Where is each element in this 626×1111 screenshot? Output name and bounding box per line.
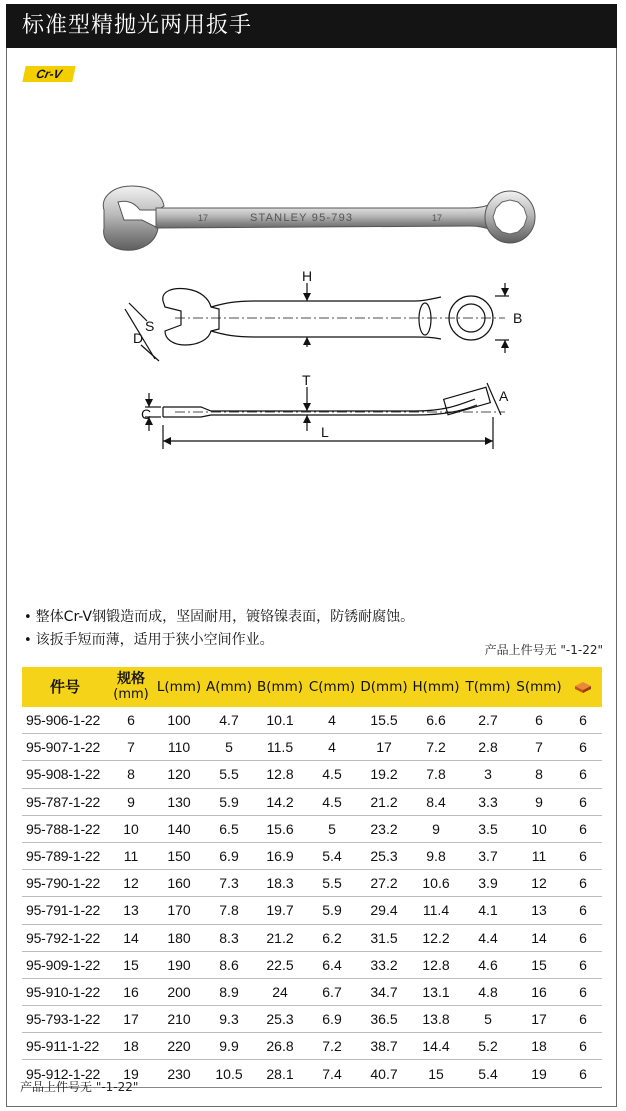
cell-l: 230 <box>154 1060 204 1087</box>
cell-pack: 6 <box>564 951 602 978</box>
table-row <box>22 978 602 1005</box>
col-header-a: A(mm) <box>204 667 254 707</box>
dim-label-c: C <box>141 406 152 422</box>
cell-h: 14.4 <box>410 1033 462 1060</box>
cell-part: 95-787-1-22 <box>22 788 108 815</box>
cell-s: 14 <box>514 924 564 951</box>
cell-s: 17 <box>514 1006 564 1033</box>
cell-d: 21.2 <box>358 788 410 815</box>
col-header-b: B(mm) <box>254 667 306 707</box>
cell-c: 5 <box>306 815 358 842</box>
cell-b: 10.1 <box>254 707 306 734</box>
col-header-l: L(mm) <box>154 667 204 707</box>
cell-spec: 15 <box>108 951 154 978</box>
cell-c: 5.4 <box>306 842 358 869</box>
cell-h: 10.6 <box>410 870 462 897</box>
cell-t: 3.9 <box>462 870 514 897</box>
cell-h: 15 <box>410 1060 462 1087</box>
table-row <box>22 707 602 734</box>
cell-s: 7 <box>514 734 564 761</box>
crv-badge: Cr-V <box>22 66 75 82</box>
cell-spec: 18 <box>108 1033 154 1060</box>
cell-a: 6.9 <box>204 842 254 869</box>
cell-t: 2.8 <box>462 734 514 761</box>
cell-pack: 6 <box>564 815 602 842</box>
cell-h: 11.4 <box>410 897 462 924</box>
spec-header-unit: (mm) <box>113 687 149 702</box>
cell-t: 4.8 <box>462 978 514 1005</box>
cell-s: 12 <box>514 870 564 897</box>
cell-s: 15 <box>514 951 564 978</box>
table-header-row <box>22 667 602 707</box>
spec-table <box>22 667 602 1088</box>
cell-s: 6 <box>514 707 564 734</box>
cell-c: 7.4 <box>306 1060 358 1087</box>
cell-b: 16.9 <box>254 842 306 869</box>
cell-l: 150 <box>154 842 204 869</box>
table-row <box>22 897 602 924</box>
col-header-h: H(mm) <box>410 667 462 707</box>
feature-item: • 整体Cr-V钢锻造而成，坚固耐用，镀铬镍表面，防锈耐腐蚀。 <box>24 606 414 629</box>
cell-t: 4.4 <box>462 924 514 951</box>
cell-h: 13.1 <box>410 978 462 1005</box>
wrench-size-right: 17 <box>432 213 443 223</box>
cell-c: 5.9 <box>306 897 358 924</box>
cell-spec: 8 <box>108 761 154 788</box>
cell-c: 6.2 <box>306 924 358 951</box>
spec-table-body <box>22 707 602 1087</box>
cell-t: 2.7 <box>462 707 514 734</box>
cell-c: 7.2 <box>306 1033 358 1060</box>
cell-pack: 6 <box>564 707 602 734</box>
cell-c: 4 <box>306 734 358 761</box>
cell-l: 140 <box>154 815 204 842</box>
cell-pack: 6 <box>564 761 602 788</box>
cell-b: 14.2 <box>254 788 306 815</box>
cell-d: 15.5 <box>358 707 410 734</box>
cell-s: 19 <box>514 1060 564 1087</box>
cell-t: 3.7 <box>462 842 514 869</box>
cell-t: 3.5 <box>462 815 514 842</box>
cell-a: 9.3 <box>204 1006 254 1033</box>
cell-spec: 6 <box>108 707 154 734</box>
cell-pack: 6 <box>564 924 602 951</box>
cell-a: 10.5 <box>204 1060 254 1087</box>
col-header-d: D(mm) <box>358 667 410 707</box>
cell-a: 9.9 <box>204 1033 254 1060</box>
cell-part: 95-907-1-22 <box>22 734 108 761</box>
cell-t: 5.4 <box>462 1060 514 1087</box>
cell-s: 8 <box>514 761 564 788</box>
cell-s: 9 <box>514 788 564 815</box>
dim-label-b: B <box>513 310 523 326</box>
cell-c: 5.5 <box>306 870 358 897</box>
cell-pack: 6 <box>564 734 602 761</box>
cell-a: 7.3 <box>204 870 254 897</box>
wrench-brand-mark: STANLEY 95-793 <box>250 212 354 224</box>
table-row <box>22 761 602 788</box>
wrench-size-left: 17 <box>198 213 209 223</box>
cell-t: 3 <box>462 761 514 788</box>
cell-s: 10 <box>514 815 564 842</box>
cell-b: 11.5 <box>254 734 306 761</box>
dim-label-s: S <box>145 318 155 334</box>
cell-pack: 6 <box>564 842 602 869</box>
cell-d: 27.2 <box>358 870 410 897</box>
cell-a: 4.7 <box>204 707 254 734</box>
page-title: 标准型精抛光两用扳手 <box>6 4 617 48</box>
cell-c: 6.9 <box>306 1006 358 1033</box>
cell-l: 200 <box>154 978 204 1005</box>
cell-part: 95-909-1-22 <box>22 951 108 978</box>
dimension-diagram <box>115 265 535 460</box>
cell-b: 12.8 <box>254 761 306 788</box>
part-number-note-bottom: 产品上件号无 "-1-22" <box>20 1080 139 1094</box>
cell-h: 7.2 <box>410 734 462 761</box>
cell-part: 95-906-1-22 <box>22 707 108 734</box>
cell-b: 18.3 <box>254 870 306 897</box>
cell-part: 95-912-1-22 <box>22 1060 108 1087</box>
cell-a: 5 <box>204 734 254 761</box>
cell-spec: 9 <box>108 788 154 815</box>
cell-h: 12.8 <box>410 951 462 978</box>
cell-h: 9.8 <box>410 842 462 869</box>
cell-d: 34.7 <box>358 978 410 1005</box>
cell-l: 120 <box>154 761 204 788</box>
cell-pack: 6 <box>564 978 602 1005</box>
table-row <box>22 842 602 869</box>
cell-spec: 19 <box>108 1060 154 1087</box>
cell-pack: 6 <box>564 788 602 815</box>
cell-d: 23.2 <box>358 815 410 842</box>
col-header-part: 件号 <box>22 667 108 707</box>
cell-h: 13.8 <box>410 1006 462 1033</box>
cell-part: 95-788-1-22 <box>22 815 108 842</box>
cell-part: 95-789-1-22 <box>22 842 108 869</box>
table-row <box>22 1006 602 1033</box>
box-icon <box>574 680 592 694</box>
cell-d: 19.2 <box>358 761 410 788</box>
cell-t: 4.1 <box>462 897 514 924</box>
cell-l: 170 <box>154 897 204 924</box>
cell-pack: 6 <box>564 870 602 897</box>
cell-b: 26.8 <box>254 1033 306 1060</box>
cell-a: 6.5 <box>204 815 254 842</box>
col-header-spec <box>108 667 154 707</box>
cell-l: 220 <box>154 1033 204 1060</box>
cell-spec: 7 <box>108 734 154 761</box>
cell-c: 4.5 <box>306 788 358 815</box>
table-row <box>22 870 602 897</box>
cell-d: 17 <box>358 734 410 761</box>
cell-h: 9 <box>410 815 462 842</box>
cell-l: 110 <box>154 734 204 761</box>
wrench-photo <box>90 180 550 270</box>
cell-part: 95-910-1-22 <box>22 978 108 1005</box>
cell-b: 22.5 <box>254 951 306 978</box>
cell-pack: 6 <box>564 1060 602 1087</box>
table-row <box>22 924 602 951</box>
cell-d: 31.5 <box>358 924 410 951</box>
cell-d: 25.3 <box>358 842 410 869</box>
cell-b: 28.1 <box>254 1060 306 1087</box>
cell-h: 6.6 <box>410 707 462 734</box>
col-header-t: T(mm) <box>462 667 514 707</box>
cell-c: 4.5 <box>306 761 358 788</box>
cell-a: 5.9 <box>204 788 254 815</box>
cell-spec: 16 <box>108 978 154 1005</box>
table-row <box>22 951 602 978</box>
cell-t: 5 <box>462 1006 514 1033</box>
cell-part: 95-911-1-22 <box>22 1033 108 1060</box>
cell-pack: 6 <box>564 1033 602 1060</box>
cell-spec: 12 <box>108 870 154 897</box>
cell-h: 12.2 <box>410 924 462 951</box>
cell-s: 13 <box>514 897 564 924</box>
cell-b: 15.6 <box>254 815 306 842</box>
cell-d: 40.7 <box>358 1060 410 1087</box>
cell-c: 6.7 <box>306 978 358 1005</box>
cell-s: 16 <box>514 978 564 1005</box>
cell-d: 33.2 <box>358 951 410 978</box>
table-row <box>22 788 602 815</box>
cell-s: 11 <box>514 842 564 869</box>
dim-label-h: H <box>302 268 313 284</box>
cell-part: 95-908-1-22 <box>22 761 108 788</box>
cell-s: 18 <box>514 1033 564 1060</box>
cell-spec: 10 <box>108 815 154 842</box>
cell-h: 8.4 <box>410 788 462 815</box>
cell-d: 36.5 <box>358 1006 410 1033</box>
cell-l: 100 <box>154 707 204 734</box>
cell-part: 95-792-1-22 <box>22 924 108 951</box>
cell-b: 21.2 <box>254 924 306 951</box>
cell-l: 130 <box>154 788 204 815</box>
cell-a: 8.6 <box>204 951 254 978</box>
cell-spec: 14 <box>108 924 154 951</box>
col-header-s: S(mm) <box>514 667 564 707</box>
cell-pack: 6 <box>564 1006 602 1033</box>
cell-t: 5.2 <box>462 1033 514 1060</box>
cell-c: 4 <box>306 707 358 734</box>
cell-l: 160 <box>154 870 204 897</box>
col-header-pack <box>564 667 602 707</box>
cell-spec: 13 <box>108 897 154 924</box>
col-header-c: C(mm) <box>306 667 358 707</box>
table-row <box>22 734 602 761</box>
cell-l: 180 <box>154 924 204 951</box>
cell-part: 95-793-1-22 <box>22 1006 108 1033</box>
dim-label-l: L <box>321 424 329 440</box>
table-row <box>22 1033 602 1060</box>
cell-t: 4.6 <box>462 951 514 978</box>
cell-l: 210 <box>154 1006 204 1033</box>
cell-c: 6.4 <box>306 951 358 978</box>
cell-b: 19.7 <box>254 897 306 924</box>
spec-header-main: 规格 <box>117 671 145 687</box>
cell-d: 29.4 <box>358 897 410 924</box>
table-row <box>22 815 602 842</box>
feature-item: • 该扳手短而薄，适用于狭小空间作业。 <box>24 629 414 652</box>
cell-pack: 6 <box>564 897 602 924</box>
cell-part: 95-791-1-22 <box>22 897 108 924</box>
cell-t: 3.3 <box>462 788 514 815</box>
cell-a: 8.9 <box>204 978 254 1005</box>
cell-d: 38.7 <box>358 1033 410 1060</box>
cell-part: 95-790-1-22 <box>22 870 108 897</box>
dim-label-a: A <box>499 388 509 404</box>
cell-a: 8.3 <box>204 924 254 951</box>
cell-l: 190 <box>154 951 204 978</box>
part-number-note: 产品上件号无 "-1-22" <box>484 643 603 657</box>
cell-spec: 17 <box>108 1006 154 1033</box>
cell-b: 25.3 <box>254 1006 306 1033</box>
cell-h: 7.8 <box>410 761 462 788</box>
dim-label-t: T <box>302 372 311 388</box>
cell-spec: 11 <box>108 842 154 869</box>
cell-a: 5.5 <box>204 761 254 788</box>
dim-label-d: D <box>133 330 144 346</box>
cell-a: 7.8 <box>204 897 254 924</box>
feature-list <box>24 606 414 652</box>
cell-b: 24 <box>254 978 306 1005</box>
